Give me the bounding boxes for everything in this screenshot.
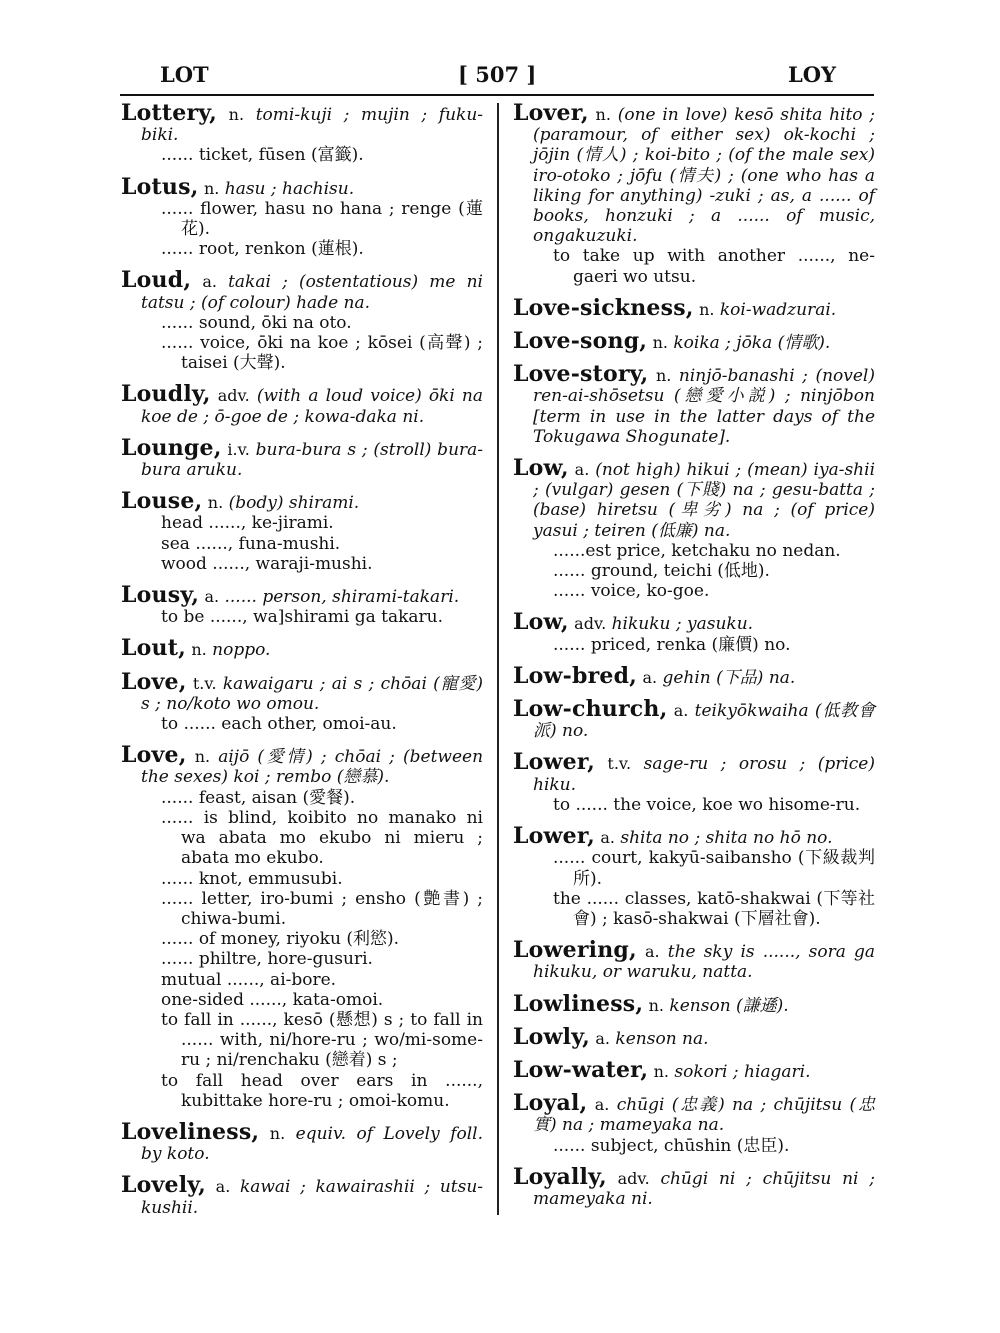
entry-headword: Loyally, bbox=[513, 1163, 607, 1190]
entry-part-of-speech: adv. bbox=[617, 1168, 650, 1188]
dictionary-entry bbox=[513, 696, 876, 742]
entry-headword: Low-church, bbox=[513, 696, 668, 723]
entry-definition: kawai ; kawairashii ; utsu-kushii. bbox=[141, 1177, 484, 1218]
entry-definition: shita no ; shita no hō no. bbox=[620, 828, 833, 849]
entry-headword: Loveliness, bbox=[121, 1118, 260, 1145]
entry-definition: hasu ; hachisu. bbox=[224, 178, 355, 199]
dictionary-entry bbox=[513, 609, 875, 655]
entry-definition: the sky is ......, sora ga hikuku, or waruku, natta. bbox=[533, 942, 876, 983]
entry-headword: Louse, bbox=[121, 488, 203, 515]
entry-subsense: ......est price, ketchaku no nedan. bbox=[553, 540, 841, 561]
dictionary-entry bbox=[121, 100, 484, 166]
entry-headword: Loyal, bbox=[513, 1090, 588, 1117]
entry-part-of-speech: t.v. bbox=[607, 754, 632, 774]
entry-part-of-speech: a. bbox=[594, 1095, 610, 1115]
entry-part-of-speech: a. bbox=[215, 1177, 231, 1197]
entry-part-of-speech: n. bbox=[699, 299, 715, 319]
entry-headword: Lowering, bbox=[513, 937, 637, 964]
entry-headword: Loud, bbox=[121, 267, 192, 294]
entry-subsense: ...... flower, hasu no hana ; renge (蓮花). bbox=[161, 198, 483, 240]
header-left-guideword: LOT bbox=[160, 62, 209, 87]
dictionary-entry bbox=[121, 267, 483, 374]
dictionary-entry bbox=[513, 100, 876, 287]
dictionary-entry bbox=[513, 294, 875, 321]
entry-part-of-speech: a. bbox=[645, 942, 660, 962]
entry-definition: ninjō-banashi ; (novel) ren-ai-shōsetsu (戀愛小説) ; ninjōbon [term in use in the latter days of the Tokugawa Shogunate]. bbox=[533, 366, 875, 447]
dictionary-entry bbox=[121, 1172, 484, 1218]
dictionary-entry bbox=[513, 749, 876, 815]
entry-definition: ...... person, shirami-takari. bbox=[224, 587, 460, 608]
entry-definition: kawaigaru ; ai s ; chōai (寵愛) s ; no/koto wo omou. bbox=[141, 673, 483, 714]
entry-definition: teikyōkwaiha (低教會派) no. bbox=[533, 701, 876, 742]
entry-subsense: ...... is blind, koibito no manako ni wa abata mo ekubo ni mieru ; abata mo ekubo. bbox=[161, 807, 483, 869]
entry-subsense: to take up with another ......, ne-gaeri wo utsu. bbox=[553, 246, 875, 287]
entry-definition: sokori ; hiagari. bbox=[674, 1061, 811, 1082]
entry-headword: Lousy, bbox=[121, 582, 200, 609]
entry-part-of-speech: a. bbox=[204, 587, 220, 607]
entry-subsense: head ......, ke-jirami. bbox=[161, 513, 334, 534]
entry-part-of-speech: n. bbox=[652, 333, 668, 353]
entry-part-of-speech: n. bbox=[655, 366, 672, 386]
entry-subsense: ...... priced, renka (廉價) no. bbox=[553, 634, 791, 655]
entry-part-of-speech: n. bbox=[595, 105, 611, 124]
entry-part-of-speech: n. bbox=[648, 995, 665, 1015]
entry-subsense: to ...... the voice, koe wo hisome-ru. bbox=[553, 794, 861, 815]
entry-definition: (one in love) kesō shita hito ; (paramour, of either sex) ok-kochi ; jōjin (情人) ; koi-bito ; (of the male sex) iro-otoko ; jōfu (情夫) ; (one who has a liking for anything) -zuki ; as, a ...... of books, honzuki ; a ...... of music, ongakuzuki. bbox=[533, 105, 876, 247]
entry-definition: chūgi ni ; chūjitsu ni ; mameyaka ni. bbox=[533, 1168, 875, 1209]
entry-headword: Love-story, bbox=[513, 361, 649, 388]
page-number: [ 507 ] bbox=[458, 62, 537, 87]
entry-part-of-speech: n. bbox=[269, 1123, 286, 1143]
entry-part-of-speech: i.v. bbox=[227, 439, 250, 459]
entry-part-of-speech: t.v. bbox=[192, 673, 217, 693]
left-column bbox=[121, 100, 484, 1229]
right-column bbox=[513, 100, 876, 1220]
entry-part-of-speech: a. bbox=[595, 1028, 611, 1048]
entry-subsense: ...... ground, teichi (低地). bbox=[553, 561, 770, 582]
entry-part-of-speech: a. bbox=[600, 828, 615, 848]
entry-definition: sage-ru ; orosu ; (price) hiku. bbox=[533, 754, 876, 795]
entry-subsense: ...... root, renkon (蓮根). bbox=[161, 239, 364, 260]
entry-part-of-speech: a. bbox=[574, 460, 590, 480]
entry-part-of-speech: adv. bbox=[574, 614, 607, 634]
column-divider bbox=[497, 103, 499, 1215]
dictionary-entry bbox=[513, 1023, 875, 1050]
entry-part-of-speech: a. bbox=[673, 701, 689, 721]
dictionary-entry bbox=[121, 488, 483, 574]
entry-definition: (not high) hikui ; (mean) iya-shii ; (vulgar) gesen (下賤) na ; gesu-batta ; (base) hiretsu (卑劣) na ; (of price) yasui ; teiren (低廉) na. bbox=[533, 460, 875, 541]
entry-definition: noppo. bbox=[212, 640, 271, 661]
entry-subsense: the ...... classes, katō-shakwai (下等社會) ; kasō-shakwai (下層社會). bbox=[553, 888, 875, 929]
entry-part-of-speech: n. bbox=[207, 493, 224, 513]
dictionary-entry bbox=[513, 1090, 876, 1156]
entry-definition: tomi-kuji ; mujin ; fuku-biki. bbox=[141, 105, 484, 146]
dictionary-entry bbox=[513, 937, 876, 983]
entry-headword: Lottery, bbox=[121, 100, 217, 126]
entry-definition: gehin (下品) na. bbox=[662, 667, 796, 688]
entry-headword: Low-water, bbox=[513, 1056, 649, 1083]
entry-subsense: ...... knot, emmusubi. bbox=[161, 868, 343, 889]
entry-part-of-speech: a. bbox=[642, 667, 658, 687]
dictionary-entry bbox=[121, 742, 484, 1111]
entry-subsense: one-sided ......, kata-omoi. bbox=[161, 989, 384, 1010]
entry-subsense: ...... voice, ōki na koe ; kōsei (高聲) ; taisei (大聲). bbox=[161, 333, 483, 374]
entry-definition: (body) shirami. bbox=[228, 493, 360, 514]
entry-subsense: ...... subject, chūshin (忠臣). bbox=[553, 1135, 790, 1156]
dictionary-entry bbox=[121, 635, 483, 662]
entry-subsense: ...... philtre, hore-gusuri. bbox=[161, 949, 373, 970]
dictionary-entry bbox=[513, 455, 875, 602]
entry-subsense: sea ......, funa-mushi. bbox=[161, 533, 341, 554]
entry-part-of-speech: a. bbox=[202, 272, 217, 292]
entry-subsense: ...... voice, ko-goe. bbox=[553, 581, 710, 602]
entry-headword: Love-song, bbox=[513, 328, 648, 355]
entry-headword: Low, bbox=[513, 455, 569, 482]
dictionary-entry bbox=[121, 1118, 484, 1165]
entry-definition: chūgi (忠義) na ; chūjitsu (忠實) na ; mameyaka na. bbox=[533, 1095, 876, 1136]
entry-definition: (with a loud voice) ōki na koe de ; ō-goe de ; kowa-daka ni. bbox=[141, 386, 483, 427]
entry-headword: Love, bbox=[121, 668, 187, 695]
entry-subsense: ...... court, kakyū-saibansho (下級裁判所). bbox=[553, 848, 875, 889]
entry-part-of-speech: n. bbox=[194, 747, 211, 767]
dictionary-entry bbox=[121, 173, 483, 260]
dictionary-entry bbox=[121, 668, 483, 735]
entry-definition: kenson (謙遜). bbox=[669, 995, 789, 1016]
entry-subsense: wood ......, waraji-mushi. bbox=[161, 553, 373, 574]
entry-definition: hikuku ; yasuku. bbox=[611, 614, 754, 635]
entry-headword: Loudly, bbox=[121, 381, 211, 408]
entry-subsense: ...... letter, iro-bumi ; ensho (艶書) ; chiwa-bumi. bbox=[161, 888, 483, 929]
dictionary-entry bbox=[121, 381, 483, 427]
entry-subsense: ...... feast, aisan (愛餐). bbox=[161, 787, 356, 808]
page-header bbox=[120, 60, 874, 96]
entry-definition: takai ; (ostentatious) me ni tatsu ; (of colour) hade na. bbox=[141, 272, 483, 313]
dictionary-entry bbox=[513, 328, 875, 355]
entry-subsense: ...... ticket, fūsen (富籤). bbox=[161, 145, 364, 166]
entry-headword: Low-bred, bbox=[513, 662, 638, 689]
entry-headword: Lout, bbox=[121, 635, 186, 662]
entry-definition: koika ; jōka (情歌). bbox=[673, 333, 831, 354]
entry-headword: Lowliness, bbox=[513, 990, 644, 1017]
entry-definition: koi-wadzurai. bbox=[719, 299, 837, 320]
entry-subsense: to fall head over ears in ......, kubittake hore-ru ; omoi-komu. bbox=[161, 1070, 483, 1111]
entry-definition: kenson na. bbox=[615, 1028, 709, 1049]
entry-headword: Lover, bbox=[513, 100, 589, 126]
entry-part-of-speech: n. bbox=[228, 105, 245, 124]
dictionary-entry bbox=[513, 1056, 875, 1083]
entry-headword: Lower, bbox=[513, 823, 595, 850]
dictionary-entry bbox=[513, 361, 875, 447]
dictionary-entry bbox=[513, 823, 875, 929]
entry-part-of-speech: n. bbox=[653, 1061, 670, 1081]
entry-part-of-speech: n. bbox=[191, 640, 207, 660]
header-right-guideword: LOY bbox=[787, 62, 836, 87]
entry-subsense: to ...... each other, omoi-au. bbox=[161, 714, 397, 735]
entry-headword: Lovely, bbox=[121, 1172, 207, 1199]
entry-headword: Love-sickness, bbox=[513, 294, 694, 321]
entry-headword: Low, bbox=[513, 609, 569, 636]
entry-definition: bura-bura s ; (stroll) bura-bura aruku. bbox=[141, 439, 484, 481]
entry-definition: equiv. of Lovely foll. by koto. bbox=[141, 1123, 484, 1165]
entry-headword: Love, bbox=[121, 742, 187, 769]
entry-headword: Lowly, bbox=[513, 1023, 590, 1050]
entry-subsense: mutual ......, ai-bore. bbox=[161, 969, 337, 990]
entry-headword: Lower, bbox=[513, 749, 595, 776]
entry-part-of-speech: n. bbox=[203, 178, 220, 198]
dictionary-entry bbox=[121, 434, 484, 481]
entry-subsense: to be ......, wa]shirami ga takaru. bbox=[161, 607, 444, 628]
dictionary-entry bbox=[121, 582, 483, 628]
dictionary-entry bbox=[513, 662, 875, 689]
entry-part-of-speech: adv. bbox=[217, 386, 250, 406]
entry-definition: aijō (愛情) ; chōai ; (between the sexes) koi ; rembo (戀慕). bbox=[141, 747, 484, 788]
entry-headword: Lotus, bbox=[121, 173, 199, 200]
dictionary-entry bbox=[513, 990, 875, 1017]
entry-headword: Lounge, bbox=[121, 434, 222, 461]
entry-subsense: ...... of money, riyoku (利慾). bbox=[161, 929, 399, 950]
entry-subsense: ...... sound, ōki na oto. bbox=[161, 312, 352, 333]
dictionary-entry bbox=[513, 1163, 875, 1209]
entry-subsense: to fall in ......, kesō (懸想) s ; to fall in ...... with, ni/hore-ru ; wo/mi-some-ru ; ni/renchaku (戀着) s ; bbox=[161, 1009, 483, 1071]
